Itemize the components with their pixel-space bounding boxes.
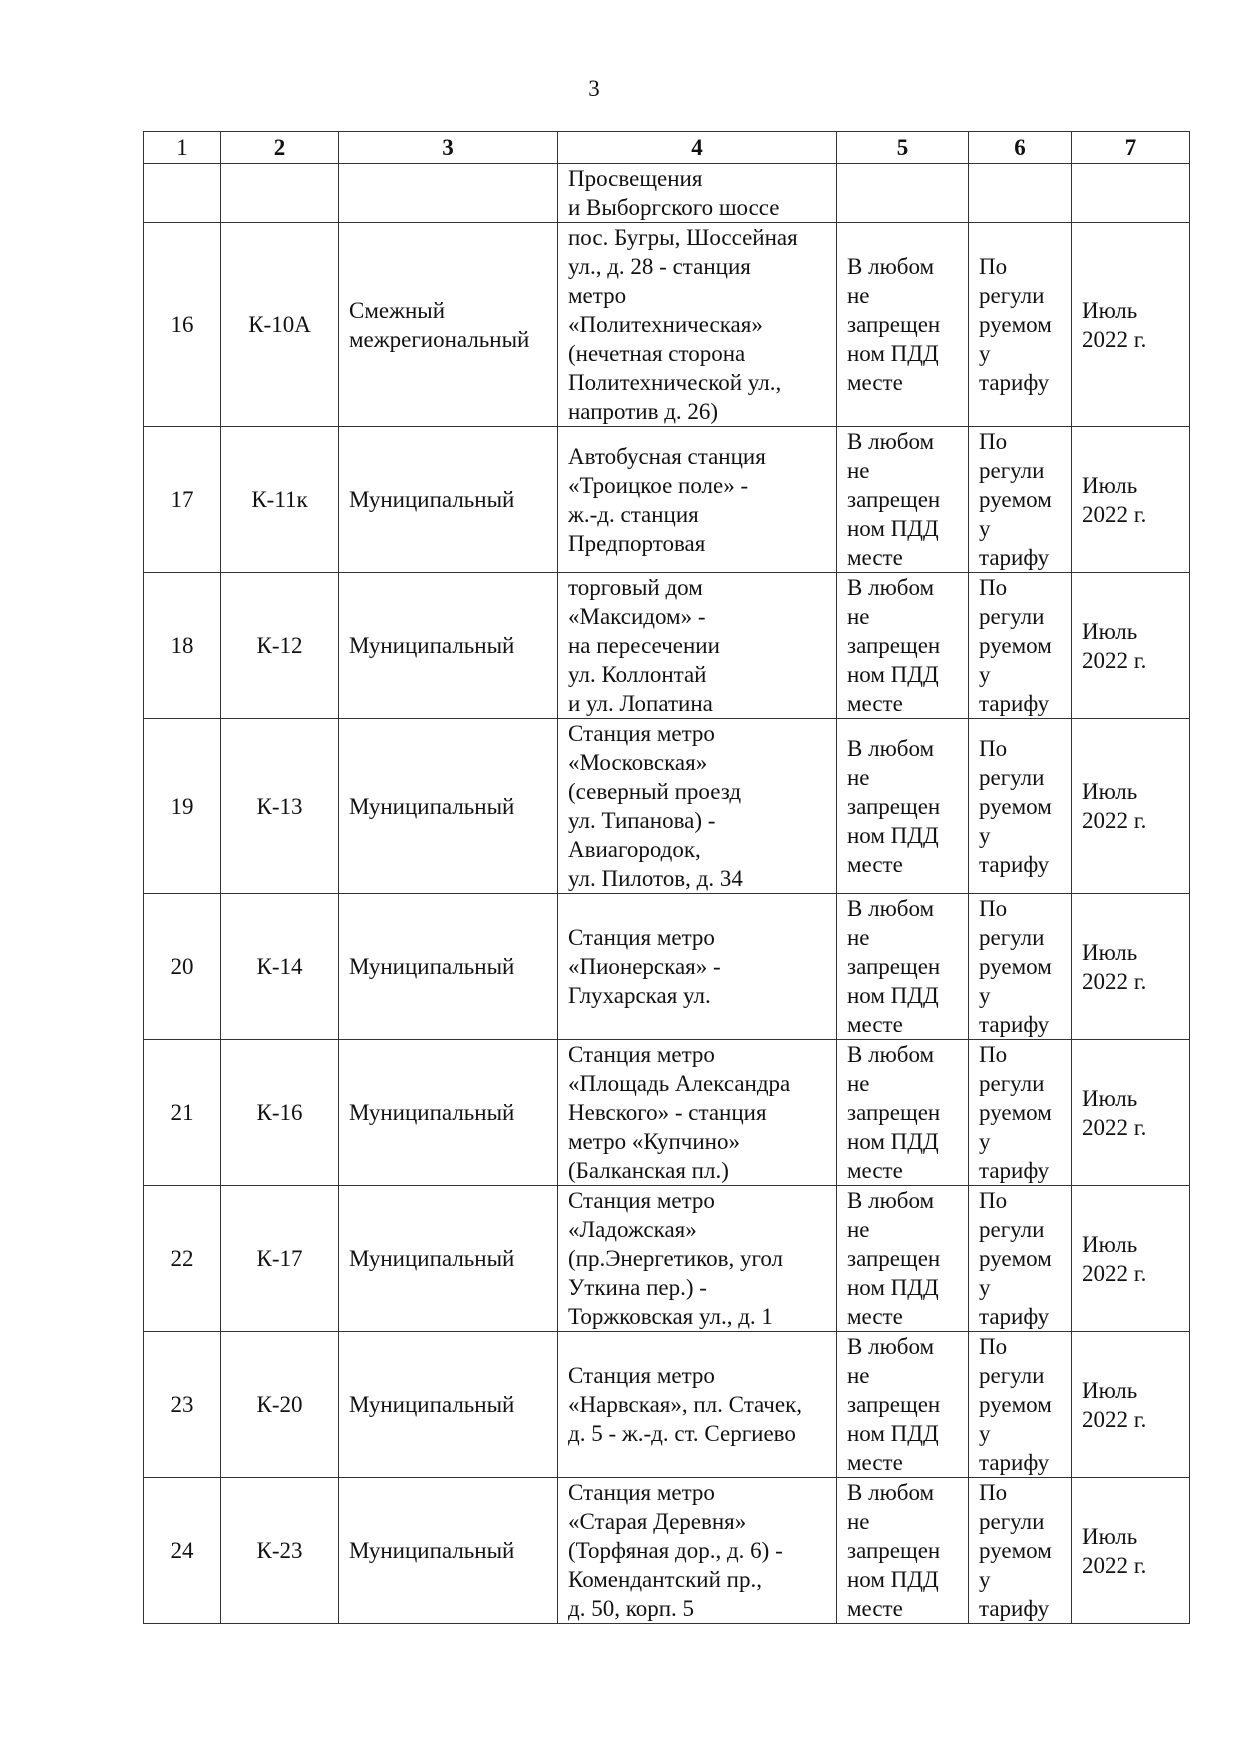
cell-stop-order: В любом не запрещен ном ПДД месте [837,223,969,427]
col-header-3: 3 [339,132,558,164]
cell-tariff: По регули руемом у тарифу [969,1040,1072,1186]
cell-start-date: Июль 2022 г. [1072,719,1190,894]
cell-tariff: По регули руемом у тарифу [969,427,1072,573]
table-row [144,573,1190,719]
cell-start-date: Июль 2022 г. [1072,1040,1190,1186]
table-row [144,1040,1190,1186]
cell-route-path: пос. Бугры, Шоссейная ул., д. 28 - станция метро «Политехническая» (нечетная сторона Политехнической ул., напротив д. 26) [558,223,837,427]
cell-start-date: Июль 2022 г. [1072,1478,1190,1624]
table-row [144,223,1190,427]
col-header-7: 7 [1072,132,1190,164]
table-row [144,1186,1190,1332]
cell-route-type: Муниципальный [339,1040,558,1186]
col-header-2: 2 [221,132,339,164]
cell-number: 20 [144,894,221,1040]
cell-route-code: К-12 [221,573,339,719]
cell-route-type: Муниципальный [339,1332,558,1478]
cell-route-path: Станция метро «Московская» (северный проезд ул. Типанова) - Авиагородок, ул. Пилотов, д. 34 [558,719,837,894]
cell-tariff: По регули руемом у тарифу [969,1332,1072,1478]
cell-number: 16 [144,223,221,427]
cell-stop-order: В любом не запрещен ном ПДД месте [837,1040,969,1186]
page-number: 3 [588,76,600,101]
cell-route-code: К-13 [221,719,339,894]
header-row [144,132,1190,164]
cell-route-type [339,164,558,223]
col-header-5: 5 [837,132,969,164]
cell-start-date: Июль 2022 г. [1072,1186,1190,1332]
continuation-row [144,164,1190,223]
table-row [144,427,1190,573]
cell-start-date: Июль 2022 г. [1072,223,1190,427]
col-header-6: 6 [969,132,1072,164]
cell-route-code: К-10А [221,223,339,427]
cell-route-path: Автобусная станция «Троицкое поле» - ж.-д. станция Предпортовая [558,427,837,573]
cell-start-date [1072,164,1190,223]
cell-route-code: К-23 [221,1478,339,1624]
cell-route-path: Просвещения и Выборгского шоссе [558,164,837,223]
table-row [144,894,1190,1040]
cell-tariff [969,164,1072,223]
cell-stop-order: В любом не запрещен ном ПДД месте [837,719,969,894]
cell-route-code: К-11к [221,427,339,573]
cell-number [144,164,221,223]
cell-route-code: К-17 [221,1186,339,1332]
routes-table [143,131,1190,1624]
cell-start-date: Июль 2022 г. [1072,573,1190,719]
cell-number: 24 [144,1478,221,1624]
cell-route-code: К-14 [221,894,339,1040]
cell-route-type: Муниципальный [339,573,558,719]
cell-stop-order: В любом не запрещен ном ПДД месте [837,1186,969,1332]
cell-tariff: По регули руемом у тарифу [969,573,1072,719]
cell-route-path: Станция метро «Нарвская», пл. Стачек, д. 5 - ж.-д. ст. Сергиево [558,1332,837,1478]
cell-number: 19 [144,719,221,894]
cell-route-path: Станция метро «Старая Деревня» (Торфяная дор., д. 6) - Комендантский пр., д. 50, корп. 5 [558,1478,837,1624]
cell-stop-order: В любом не запрещен ном ПДД месте [837,1332,969,1478]
cell-route-type: Смежный межрегиональный [339,223,558,427]
col-header-4: 4 [558,132,837,164]
cell-number: 21 [144,1040,221,1186]
cell-stop-order: В любом не запрещен ном ПДД месте [837,573,969,719]
cell-route-path: торговый дом «Максидом» - на пересечении ул. Коллонтай и ул. Лопатина [558,573,837,719]
table-row [144,1332,1190,1478]
cell-route-type: Муниципальный [339,1478,558,1624]
cell-stop-order: В любом не запрещен ном ПДД месте [837,427,969,573]
cell-start-date: Июль 2022 г. [1072,427,1190,573]
cell-route-code [221,164,339,223]
cell-route-type: Муниципальный [339,427,558,573]
cell-route-type: Муниципальный [339,1186,558,1332]
cell-route-type: Муниципальный [339,719,558,894]
cell-route-path: Станция метро «Ладожская» (пр.Энергетиков, угол Уткина пер.) - Торжковская ул., д. 1 [558,1186,837,1332]
cell-start-date: Июль 2022 г. [1072,894,1190,1040]
cell-tariff: По регули руемом у тарифу [969,223,1072,427]
cell-start-date: Июль 2022 г. [1072,1332,1190,1478]
cell-stop-order: В любом не запрещен ном ПДД месте [837,1478,969,1624]
cell-tariff: По регули руемом у тарифу [969,719,1072,894]
cell-tariff: По регули руемом у тарифу [969,894,1072,1040]
cell-route-type: Муниципальный [339,894,558,1040]
cell-number: 18 [144,573,221,719]
table-row [144,719,1190,894]
cell-route-code: К-16 [221,1040,339,1186]
col-header-1: 1 [144,132,221,164]
cell-tariff: По регули руемом у тарифу [969,1186,1072,1332]
cell-stop-order: В любом не запрещен ном ПДД месте [837,894,969,1040]
cell-tariff: По регули руемом у тарифу [969,1478,1072,1624]
cell-number: 17 [144,427,221,573]
table-row [144,1478,1190,1624]
cell-route-path: Станция метро «Площадь Александра Невского» - станция метро «Купчино» (Балканская пл.) [558,1040,837,1186]
cell-route-path: Станция метро «Пионерская» - Глухарская ул. [558,894,837,1040]
cell-number: 23 [144,1332,221,1478]
cell-stop-order [837,164,969,223]
cell-route-code: К-20 [221,1332,339,1478]
cell-number: 22 [144,1186,221,1332]
